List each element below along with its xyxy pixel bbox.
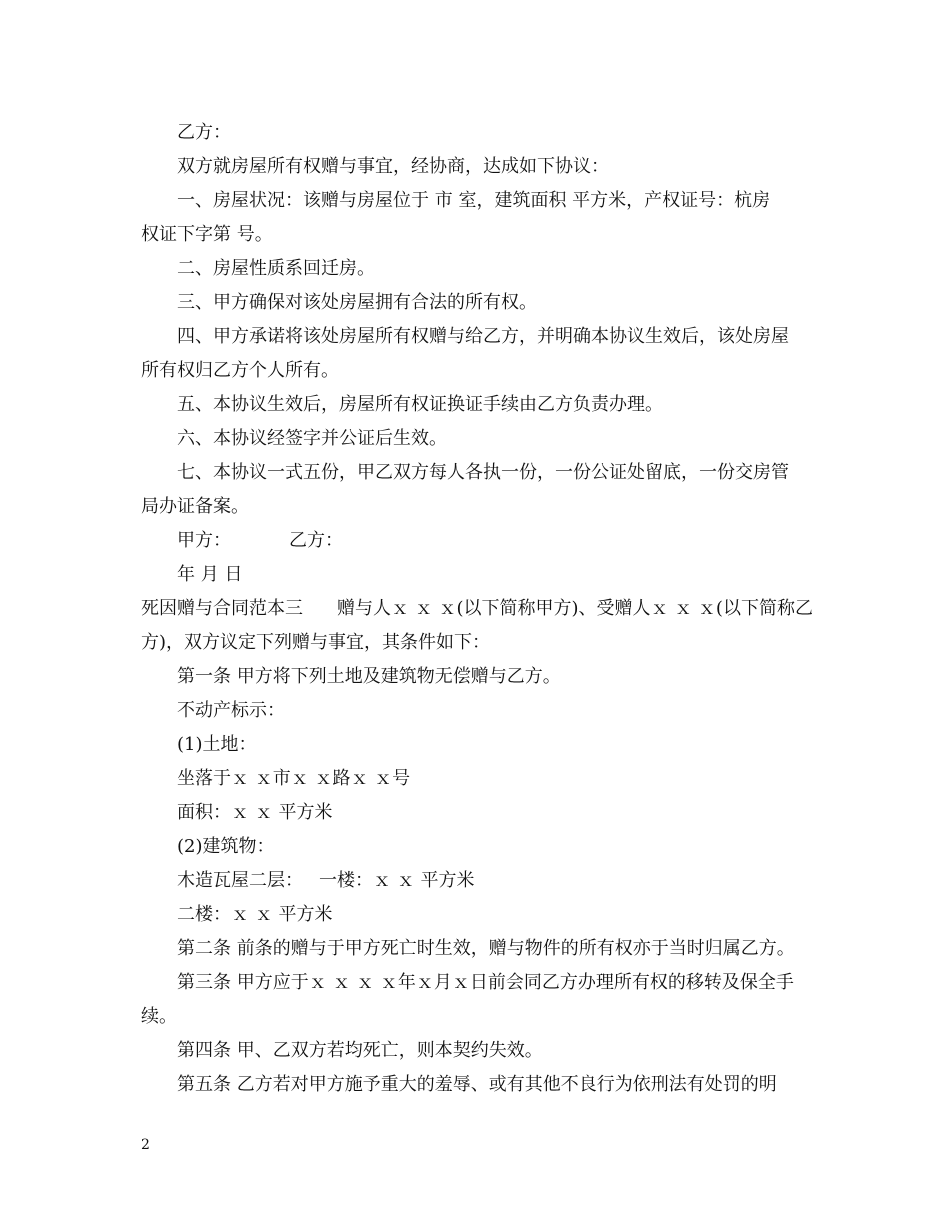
text-line: 局办证备案。 [141, 496, 249, 517]
page-number: 2 [141, 1137, 150, 1153]
text-line: 三、甲方确保对该处房屋拥有合法的所有权。 [177, 292, 537, 313]
text-line: 双方就房屋所有权赠与事宜，经协商，达成如下协议： [177, 156, 609, 177]
contract-intro: 赠与人ｘ ｘ ｘ(以下简称甲方)、受赠人ｘ ｘ ｘ(以下简称乙 [337, 598, 813, 619]
text-line: 第二条 前条的赠与于甲方死亡时生效，赠与物件的所有权亦于当时归属乙方。 [177, 938, 795, 959]
text-line: 二、房屋性质系回迁房。 [177, 258, 375, 279]
contract-heading-line [141, 592, 813, 626]
contract-title: 死因赠与合同范本三 [141, 598, 303, 619]
text-line: 七、本协议一式五份，甲乙双方每人各执一份，一份公证处留底，一份交房管 [177, 462, 789, 483]
text-line: 第一条 甲方将下列土地及建筑物无偿赠与乙方。 [177, 666, 561, 687]
signature-line [141, 524, 813, 558]
building-line [141, 864, 813, 898]
party-a-label: 甲方： [177, 530, 231, 551]
text-line: 乙方： [177, 122, 231, 143]
party-b-label: 乙方： [289, 530, 343, 551]
text-line: (2)建筑物： [177, 836, 275, 857]
text-line: 六、本协议经签字并公证后生效。 [177, 428, 447, 449]
text-line: 五、本协议生效后，房屋所有权证换证手续由乙方负责办理。 [177, 394, 663, 415]
text-line: 所有权归乙方个人所有。 [141, 360, 339, 381]
date-line: 年 月 日 [177, 564, 243, 585]
text-line: 第五条 乙方若对甲方施予重大的羞辱、或有其他不良行为依刑法有处罚的明 [177, 1074, 777, 1095]
first-floor-area: 一楼：ｘ ｘ 平方米 [319, 870, 475, 891]
text-line: 第三条 甲方应于ｘ ｘ ｘ ｘ年ｘ月ｘ日前会同乙方办理所有权的移转及保全手 [177, 972, 794, 993]
text-line: 二楼：ｘ ｘ 平方米 [177, 904, 333, 925]
text-line: 面积：ｘ ｘ 平方米 [177, 802, 333, 823]
text-line: 方)，双方议定下列赠与事宜，其条件如下： [141, 632, 491, 653]
document-body [141, 116, 813, 1102]
text-line: (1)土地： [177, 734, 257, 755]
text-line: 坐落于ｘ ｘ市ｘ ｘ路ｘ ｘ号 [177, 768, 411, 789]
text-line: 权证下字第 号。 [141, 224, 273, 245]
text-line: 四、甲方承诺将该处房屋所有权赠与给乙方，并明确本协议生效后，该处房屋 [177, 326, 789, 347]
text-line: 不动产标示： [177, 700, 285, 721]
text-line: 一、房屋状况：该赠与房屋位于 市 室，建筑面积 平方米，产权证号：杭房 [177, 190, 771, 211]
building-label: 木造瓦屋二层： [177, 870, 303, 891]
text-line: 续。 [141, 1006, 177, 1027]
text-line: 第四条 甲、乙双方若均死亡，则本契约失效。 [177, 1040, 543, 1061]
